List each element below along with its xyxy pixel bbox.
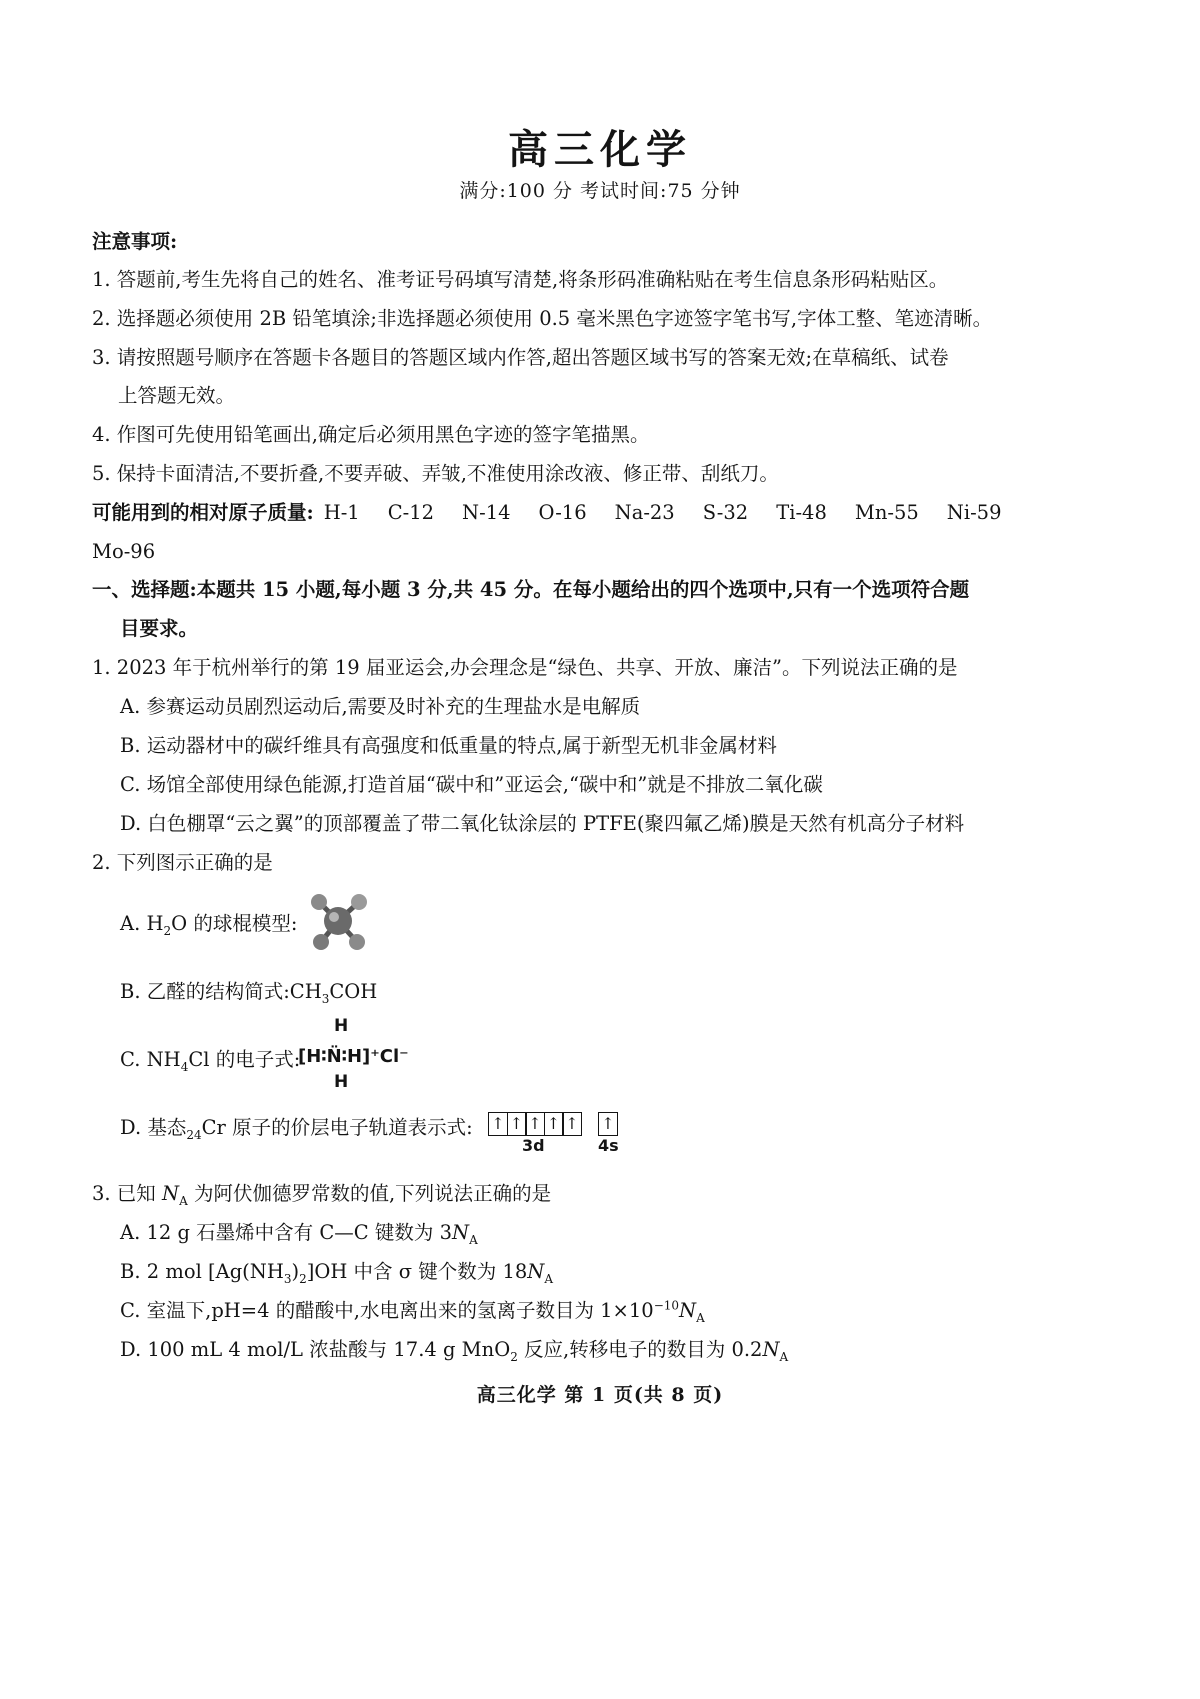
subscript: 3 — [283, 1271, 292, 1286]
up-arrow-icon: ↑ — [601, 1114, 615, 1133]
text: N — [762, 1338, 780, 1361]
subscript: A — [469, 1232, 478, 1247]
page-footer: 高三化学 第 1 页(共 8 页) — [476, 1384, 724, 1406]
text: O 的球棍模型: — [171, 912, 298, 935]
text: N — [162, 1182, 180, 1205]
q3-option-d — [120, 1338, 789, 1364]
orbital-box — [488, 1112, 508, 1136]
q2-option-a — [120, 912, 298, 938]
orbital-diagram-4s — [598, 1112, 617, 1136]
atomic-mass: Ni-59 — [946, 501, 1002, 524]
text: ]OH 中含 σ 键个数为 18 — [306, 1260, 528, 1283]
q1-option-d: D. 白色棚罩“云之翼”的顶部覆盖了带二氧化钛涂层的 PTFE(聚四氟乙烯)膜是天然有机高分子材料 — [120, 812, 965, 835]
atomic-mass-extra: Mo-96 — [92, 540, 156, 563]
orbital-diagram-3d — [488, 1112, 581, 1136]
text: Cr 原子的价层电子轨道表示式: — [201, 1116, 473, 1139]
notice-item: 上答题无效。 — [118, 384, 236, 407]
atomic-mass: C-12 — [387, 501, 435, 524]
subscript: A — [544, 1271, 554, 1286]
subscript: 2 — [299, 1271, 307, 1286]
atomic-mass: O-16 — [538, 501, 587, 524]
q3-stem — [92, 1182, 552, 1208]
text: N — [452, 1221, 470, 1244]
subscript: A — [696, 1310, 705, 1325]
orbital-box — [562, 1112, 582, 1136]
orbital-box — [544, 1112, 564, 1136]
subscript: 4 — [180, 1059, 189, 1074]
orbital-label-3d: 3d — [522, 1136, 545, 1155]
up-arrow-icon: ↑ — [509, 1114, 524, 1133]
atomic-mass: N-14 — [462, 501, 511, 524]
atomic-mass: Mn-55 — [854, 501, 919, 524]
q1-option-b: B. 运动器材中的碳纤维具有高强度和低重量的特点,属于新型无机非金属材料 — [120, 734, 777, 757]
orbital-box — [598, 1112, 618, 1136]
electron-formula-bottom-h: H — [334, 1072, 349, 1092]
up-arrow-icon: ↑ — [565, 1114, 579, 1133]
water-ball-stick-model-image — [305, 888, 371, 954]
atomic-masses — [92, 501, 1002, 524]
text: 3. 已知 — [92, 1182, 163, 1205]
text: D. 100 mL 4 mol/L 浓盐酸与 17.4 g MnO — [120, 1338, 511, 1361]
notice-item: 3. 请按照题号顺序在答题卡各题目的答题区域内作答,超出答题区域书写的答案无效;在草稿纸、试卷 — [92, 346, 949, 369]
text: B. 乙醛的结构简式:CH — [120, 980, 322, 1003]
section-heading: 一、选择题:本题共 15 小题,每小题 3 分,共 45 分。在每小题给出的四个选项中,只有一个选项符合题 — [92, 578, 970, 601]
atomic-mass: Na-23 — [614, 501, 675, 524]
atomic-mass: S-32 — [702, 501, 749, 524]
text: 为阿伏伽德罗常数的值,下列说法正确的是 — [187, 1182, 552, 1205]
subscript: A — [779, 1349, 789, 1364]
text: Cl 的电子式: — [188, 1048, 301, 1071]
up-arrow-icon: ↑ — [528, 1114, 542, 1133]
notice-item: 2. 选择题必须使用 2B 铅笔填涂;非选择题必须使用 0.5 毫米黑色字迹签字笔书写,字体工整、笔迹清晰。 — [92, 307, 993, 330]
text: 反应,转移电子的数目为 0.2 — [517, 1338, 763, 1361]
q2-option-d — [120, 1116, 473, 1142]
subscript: 2 — [163, 923, 172, 938]
notice-item: 4. 作图可先使用铅笔画出,确定后必须用黑色字迹的签字笔描黑。 — [92, 423, 650, 446]
atomic-mass: H-1 — [323, 501, 360, 524]
subscript: 3 — [321, 991, 330, 1006]
subscript: 24 — [186, 1127, 202, 1142]
atomic-masses-label: 可能用到的相对原子质量: — [92, 501, 314, 524]
text: C. NH — [120, 1048, 181, 1071]
electron-formula: [H∶N̈∶H]⁺Cl⁻ — [298, 1046, 409, 1067]
page-title: 高三化学 — [508, 126, 692, 173]
subscript: 2 — [510, 1349, 518, 1364]
section-heading-cont: 目要求。 — [120, 617, 199, 640]
q2-stem: 2. 下列图示正确的是 — [92, 851, 273, 874]
electron-formula-top-h: H — [334, 1016, 349, 1036]
text: ) — [291, 1260, 300, 1283]
q3-option-c — [120, 1298, 705, 1325]
q1-option-a: A. 参赛运动员剧烈运动后,需要及时补充的生理盐水是电解质 — [120, 695, 641, 718]
q2-option-b — [120, 980, 378, 1006]
up-arrow-icon: ↑ — [546, 1114, 561, 1133]
text: COH — [329, 980, 378, 1003]
q1-stem: 1. 2023 年于杭州举行的第 19 届亚运会,办会理念是“绿色、共享、开放、廉洁”。下列说法正确的是 — [92, 656, 958, 679]
text: N — [527, 1260, 545, 1283]
atomic-mass: Ti-48 — [776, 501, 827, 524]
q2-option-c — [120, 1048, 301, 1074]
page-subtitle: 满分:100 分 考试时间:75 分钟 — [459, 180, 741, 202]
notice-heading: 注意事项: — [92, 230, 178, 253]
q3-option-b — [120, 1260, 554, 1286]
text: A. 12 g 石墨烯中含有 C—C 键数为 3 — [120, 1221, 453, 1244]
notice-item: 5. 保持卡面清洁,不要折叠,不要弄破、弄皱,不准使用涂改液、修正带、刮纸刀。 — [92, 462, 779, 485]
orbital-box — [525, 1112, 545, 1136]
subscript: A — [179, 1193, 188, 1208]
notice-item: 1. 答题前,考生先将自己的姓名、准考证号码填写清楚,将条形码准确粘贴在考生信息条形码粘贴区。 — [92, 268, 949, 291]
text: D. 基态 — [120, 1116, 187, 1139]
text: A. H — [120, 912, 164, 935]
text: C. 室温下,pH=4 的醋酸中,水电离出来的氢离子数目为 1×10 — [120, 1299, 654, 1322]
orbital-label-4s: 4s — [598, 1136, 619, 1155]
text: N — [679, 1299, 697, 1322]
text: B. 2 mol [Ag(NH — [120, 1260, 284, 1283]
q1-option-c: C. 场馆全部使用绿色能源,打造首届“碳中和”亚运会,“碳中和”就是不排放二氧化碳 — [120, 773, 823, 796]
superscript: −10 — [653, 1298, 680, 1313]
q3-option-a — [120, 1221, 478, 1247]
orbital-box — [507, 1112, 527, 1136]
up-arrow-icon: ↑ — [491, 1114, 505, 1133]
